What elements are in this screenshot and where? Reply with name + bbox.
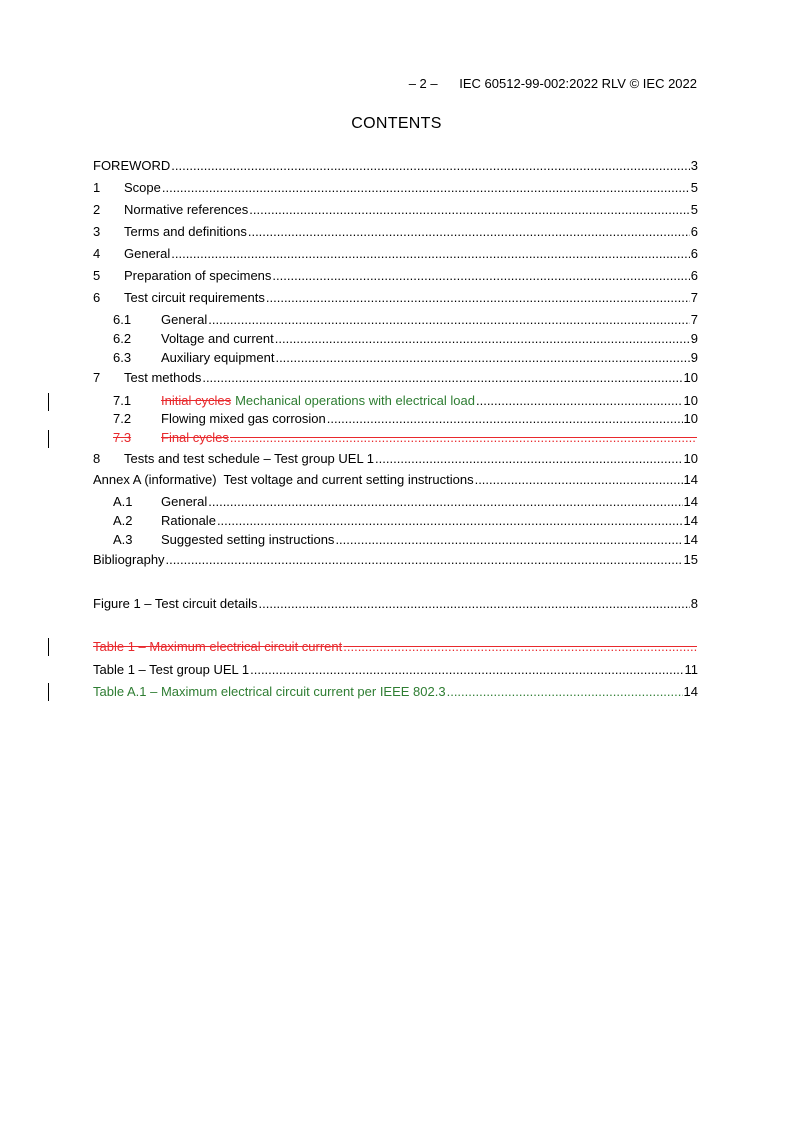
leader-dots <box>335 531 682 549</box>
toc-page: 10 <box>683 393 698 408</box>
toc-page: 9 <box>690 331 698 346</box>
toc-page: 14 <box>683 494 698 509</box>
toc-title: Test circuit requirements <box>124 290 265 305</box>
table-title: Table 1 – Test group UEL 1 <box>93 662 250 677</box>
toc-title: Tests and test schedule – Test group UEL 1 <box>124 451 375 466</box>
leader-dots <box>249 201 689 219</box>
toc-page: 14 <box>683 472 698 487</box>
toc-entry-7[interactable] <box>93 369 698 387</box>
leader-dots <box>162 179 690 197</box>
toc-title: Voltage and current <box>161 331 274 346</box>
leader-dots <box>202 369 682 387</box>
toc-title: FOREWORD <box>93 158 171 173</box>
toc-title: Test methods <box>124 370 202 385</box>
toc-entry-3[interactable] <box>93 223 698 241</box>
toc-page: 10 <box>683 451 698 466</box>
toc-title: General <box>161 494 208 509</box>
toc-entry-7-2[interactable] <box>113 410 698 428</box>
leader-dots <box>343 638 697 656</box>
list-table-a-1[interactable] <box>93 683 698 701</box>
figure-page: 8 <box>690 596 698 611</box>
leader-dots <box>275 349 689 367</box>
toc-title: Final cycles <box>161 430 229 445</box>
toc-entry-a-3[interactable] <box>113 531 698 549</box>
toc-page: 6 <box>690 224 698 239</box>
toc-number: 1 <box>93 180 101 195</box>
toc-number: A.1 <box>113 494 133 509</box>
toc-number: 6 <box>93 290 101 305</box>
toc-title: General <box>161 312 208 327</box>
figure-title: Figure 1 – Test circuit details <box>93 596 258 611</box>
toc-number: A.2 <box>113 513 133 528</box>
leader-dots <box>327 410 683 428</box>
toc-number: 3 <box>93 224 101 239</box>
toc-entry-8[interactable] <box>93 450 698 468</box>
toc-title: Scope <box>124 180 161 195</box>
toc-title: Suggested setting instructions <box>161 532 335 547</box>
change-bar <box>48 638 49 656</box>
table-page: 11 <box>684 662 698 677</box>
toc-page: 3 <box>690 158 698 173</box>
toc-number: 7.3 <box>113 430 132 445</box>
list-figure-1[interactable] <box>93 595 698 613</box>
toc-number: 7 <box>93 370 101 385</box>
toc-page: 7 <box>690 312 698 327</box>
toc-entry-bibliography[interactable] <box>93 551 698 569</box>
toc-page: 5 <box>690 180 698 195</box>
toc-entry-7-1[interactable] <box>113 392 698 410</box>
leader-dots <box>272 267 689 285</box>
toc-entry-4[interactable] <box>93 245 698 263</box>
leader-dots <box>275 330 690 348</box>
toc-number: 7.2 <box>113 411 132 426</box>
toc-number: 2 <box>93 202 101 217</box>
leader-dots <box>171 157 689 175</box>
toc-number: 4 <box>93 246 101 261</box>
toc-page: 6 <box>690 246 698 261</box>
toc-title: Flowing mixed gas corrosion <box>161 411 326 426</box>
toc-page: 5 <box>690 202 698 217</box>
leader-dots <box>250 661 683 679</box>
toc-entry-6-1[interactable] <box>113 311 698 329</box>
toc-entry-1[interactable] <box>93 179 698 197</box>
toc-title: General <box>124 246 171 261</box>
toc-page: 14 <box>683 532 698 547</box>
toc-title: Annex A (informative) Test voltage and current setting instructions <box>93 472 474 487</box>
table-title: Table A.1 – Maximum electrical circuit current per IEEE 802.3 <box>93 684 446 699</box>
toc-number: 7.1 <box>113 393 132 408</box>
toc-title: Auxiliary equipment <box>161 350 275 365</box>
toc-number: 8 <box>93 451 101 466</box>
toc-entry-6-2[interactable] <box>113 330 698 348</box>
toc-title: Rationale <box>161 513 216 528</box>
list-table-deleted[interactable] <box>93 638 698 656</box>
contents-title: CONTENTS <box>351 115 442 132</box>
leader-dots <box>171 245 690 263</box>
toc-entry-annex-a[interactable] <box>93 471 698 489</box>
toc-number: A.3 <box>113 532 133 547</box>
toc-page: 14 <box>683 513 698 528</box>
toc-entry-foreword[interactable] <box>93 157 698 175</box>
leader-dots <box>230 429 697 447</box>
toc-number: 6.2 <box>113 331 132 346</box>
toc-title: Bibliography <box>93 552 165 567</box>
leader-dots <box>375 450 682 468</box>
toc-page: 9 <box>690 350 698 365</box>
leader-dots <box>259 595 690 613</box>
toc-title: Terms and definitions <box>124 224 247 239</box>
toc-page: 10 <box>683 370 698 385</box>
toc-title: Preparation of specimens <box>124 268 272 283</box>
table-page: 14 <box>683 684 698 699</box>
toc-entry-5[interactable] <box>93 267 698 285</box>
leader-dots <box>248 223 690 241</box>
toc-title: Normative references <box>124 202 249 217</box>
table-title: Table 1 – Maximum electrical circuit current <box>93 639 343 654</box>
leader-dots <box>447 683 683 701</box>
leader-dots <box>166 551 683 569</box>
page-header: – 2 – IEC 60512-99-002:2022 RLV © IEC 2022 <box>408 76 697 91</box>
toc-entry-6-3[interactable] <box>113 349 698 367</box>
leader-dots <box>208 311 690 329</box>
leader-dots <box>475 471 683 489</box>
toc-page: 15 <box>683 552 698 567</box>
leader-dots <box>266 289 690 307</box>
toc-page: 7 <box>690 290 698 305</box>
toc-entry-a-2[interactable] <box>113 512 698 530</box>
leader-dots <box>217 512 683 530</box>
list-table-1[interactable] <box>93 661 698 679</box>
toc-number: 6.1 <box>113 312 132 327</box>
change-bar <box>48 683 49 701</box>
leader-dots <box>476 392 683 410</box>
toc-title-deleted: Initial cycles <box>161 393 232 408</box>
toc-entry-7-3-deleted[interactable] <box>113 429 698 447</box>
toc-entry-a-1[interactable] <box>113 493 698 511</box>
change-bar <box>48 393 49 411</box>
change-bar <box>48 430 49 448</box>
toc-number: 6.3 <box>113 350 132 365</box>
toc-page: 10 <box>683 411 698 426</box>
toc-title-inserted: Mechanical operations with electrical load <box>235 393 475 408</box>
toc-entry-2[interactable] <box>93 201 698 219</box>
toc-page: 6 <box>690 268 698 283</box>
toc-number: 5 <box>93 268 101 283</box>
toc-entry-6[interactable] <box>93 289 698 307</box>
leader-dots <box>208 493 682 511</box>
